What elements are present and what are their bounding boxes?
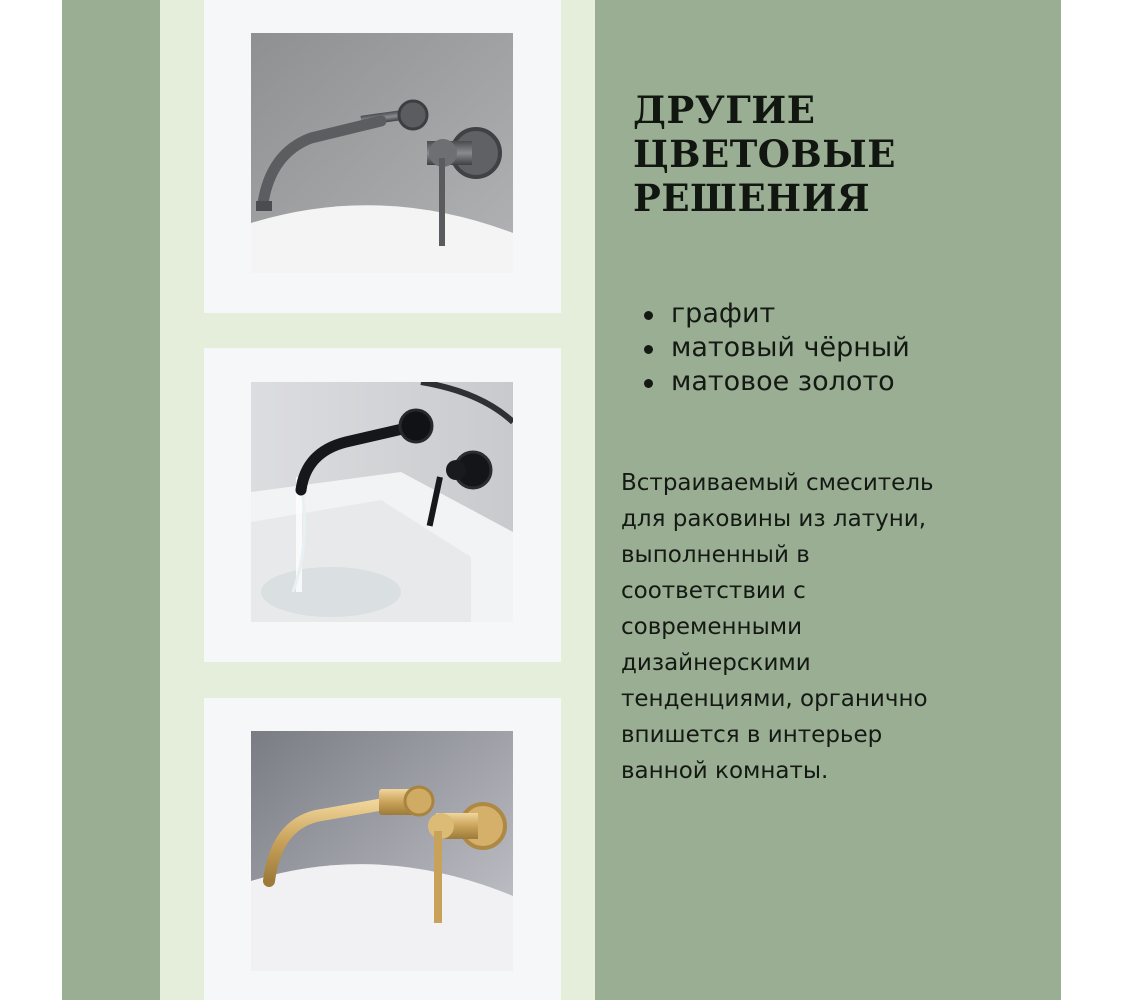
title-line: РЕШЕНИЯ: [633, 176, 871, 220]
gold-faucet-photo: [251, 731, 513, 971]
title-line: ЦВЕТОВЫЕ: [633, 132, 896, 176]
photo-card-graphite: [204, 0, 561, 313]
color-options-list: [638, 297, 910, 399]
photo-card-gold: [204, 698, 561, 1000]
photo-card-black: [204, 348, 561, 662]
color-option-matte-black: матовый чёрный: [638, 331, 910, 365]
page-title: [633, 88, 1033, 220]
product-description: Встраиваемый смеситель для раковины из латуни, выполненный в соответствии с современными дизайнерскими тенденциями, органично впишется в интерьер ванной комнаты.: [621, 470, 934, 784]
black-faucet-photo: [251, 382, 513, 622]
color-option-matte-gold: матовое золото: [638, 365, 910, 399]
graphite-faucet-photo: [251, 33, 513, 273]
title-line: ДРУГИЕ: [633, 88, 816, 132]
color-option-graphite: графит: [638, 297, 910, 331]
